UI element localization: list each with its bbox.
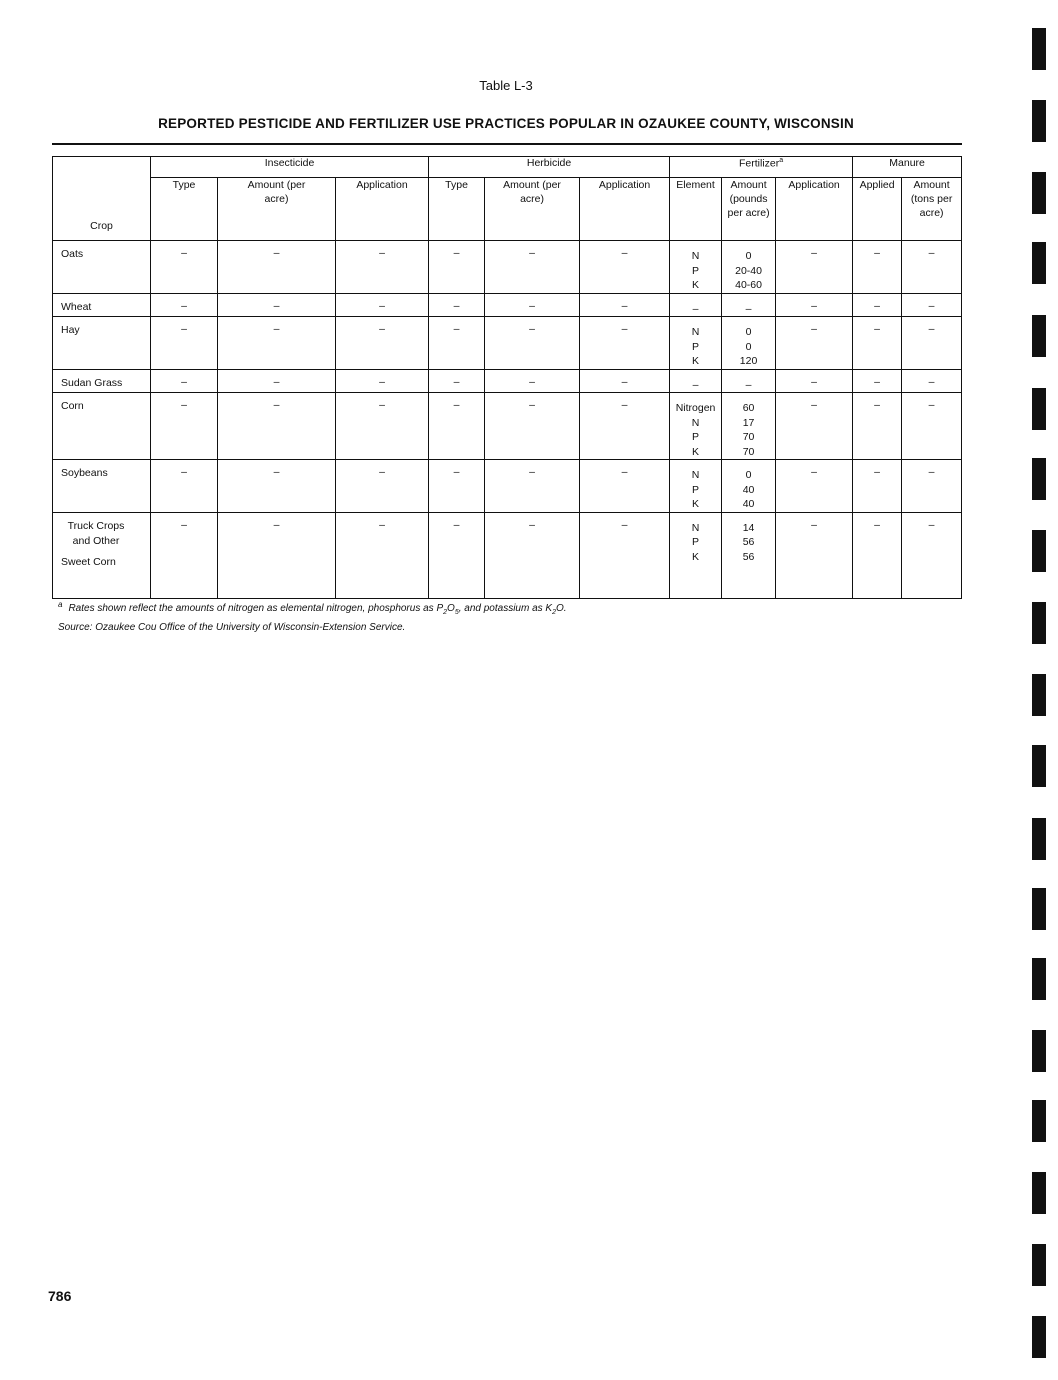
table-row	[53, 460, 962, 513]
table-body	[53, 241, 962, 599]
crop-cell: Hay	[53, 317, 151, 370]
source-note: Source: Ozaukee Cou Office of the University of Wisconsin-Extension Service.	[58, 622, 406, 633]
binder-bar	[1032, 958, 1046, 1000]
dash-cell: –	[485, 317, 580, 370]
header-fert-application: Application	[776, 178, 853, 241]
group-manure: Manure	[853, 157, 962, 178]
footnote: $^a$ Rates shown reflect the amounts of nitrogen as elemental nitrogen, phosphorus as $P_2O_5$, and potassium as $K_2O$.	[58, 600, 567, 617]
header-ins-application: Application	[336, 178, 429, 241]
dash-cell: –	[485, 460, 580, 513]
binder-bar	[1032, 1100, 1046, 1142]
dash-cell: –	[218, 293, 336, 317]
table-row	[53, 512, 962, 598]
dash-cell: –	[776, 293, 853, 317]
dash-cell: –	[218, 241, 336, 294]
dash-cell: –	[485, 241, 580, 294]
dash-cell: –	[218, 317, 336, 370]
table-title: Table L-3	[479, 78, 533, 93]
dash-cell: –	[429, 512, 485, 598]
group-herbicide: Herbicide	[429, 157, 670, 178]
dash-cell: –	[776, 241, 853, 294]
amount-cell: 60 17 70 70	[722, 393, 776, 460]
header-herb-application: Application	[580, 178, 670, 241]
header-herb-amount: Amount (per acre)	[485, 178, 580, 241]
crop-cell: Sudan Grass	[53, 369, 151, 393]
crop-cell: Wheat	[53, 293, 151, 317]
dash-cell: –	[151, 393, 218, 460]
dash-cell: –	[336, 460, 429, 513]
table-row	[53, 369, 962, 393]
dash-cell: –	[151, 460, 218, 513]
dash-cell: –	[776, 512, 853, 598]
dash-cell: –	[902, 460, 962, 513]
group-insecticide: Insecticide	[151, 157, 429, 178]
header-ins-type: Type	[151, 178, 218, 241]
dash-cell: –	[853, 241, 902, 294]
element-cell: N P K	[670, 317, 722, 370]
binder-bar	[1032, 100, 1046, 142]
binder-bar	[1032, 888, 1046, 930]
element-cell: N P K	[670, 241, 722, 294]
amount-cell: 0 20-40 40-60	[722, 241, 776, 294]
header-man-applied: Applied	[853, 178, 902, 241]
dash-cell: –	[776, 393, 853, 460]
element-cell: N P K	[670, 512, 722, 598]
dash-cell: –	[429, 393, 485, 460]
dash-cell: –	[485, 393, 580, 460]
dash-cell: –	[902, 317, 962, 370]
dash-cell: –	[336, 293, 429, 317]
practices-table	[52, 156, 962, 599]
binder-bar	[1032, 530, 1046, 572]
header-ins-amount: Amount (per acre)	[218, 178, 336, 241]
amount-cell: 0 40 40	[722, 460, 776, 513]
binder-bar	[1032, 602, 1046, 644]
dash-cell: –	[580, 317, 670, 370]
binder-bar	[1032, 1030, 1046, 1072]
binder-bar	[1032, 674, 1046, 716]
amount-cell: 0 0 120	[722, 317, 776, 370]
dash-cell: –	[902, 241, 962, 294]
table-row	[53, 317, 962, 370]
dash-cell: –	[429, 369, 485, 393]
binder-bar	[1032, 28, 1046, 70]
element-cell: –	[670, 293, 722, 317]
dash-cell: –	[853, 369, 902, 393]
binder-bar	[1032, 242, 1046, 284]
dash-cell: –	[218, 512, 336, 598]
dash-cell: –	[853, 512, 902, 598]
dash-cell: –	[485, 512, 580, 598]
dash-cell: –	[776, 460, 853, 513]
binder-bar	[1032, 458, 1046, 500]
binder-bar	[1032, 388, 1046, 430]
dash-cell: –	[902, 369, 962, 393]
dash-cell: –	[580, 293, 670, 317]
dash-cell: –	[853, 460, 902, 513]
binder-bar	[1032, 745, 1046, 787]
dash-cell: –	[580, 369, 670, 393]
crop-cell: Soybeans	[53, 460, 151, 513]
dash-cell: –	[580, 393, 670, 460]
dash-cell: –	[151, 512, 218, 598]
dash-cell: –	[218, 369, 336, 393]
dash-cell: –	[151, 241, 218, 294]
binder-bar	[1032, 172, 1046, 214]
dash-cell: –	[902, 512, 962, 598]
dash-cell: –	[429, 317, 485, 370]
dash-cell: –	[776, 317, 853, 370]
element-cell: N P K	[670, 460, 722, 513]
header-herb-type: Type	[429, 178, 485, 241]
dash-cell: –	[218, 393, 336, 460]
dash-cell: –	[336, 317, 429, 370]
dash-cell: –	[151, 293, 218, 317]
dash-cell: –	[336, 369, 429, 393]
dash-cell: –	[776, 369, 853, 393]
dash-cell: –	[853, 317, 902, 370]
binder-bar	[1032, 315, 1046, 357]
element-cell: Nitrogen N P K	[670, 393, 722, 460]
element-cell: –	[670, 369, 722, 393]
table-row	[53, 241, 962, 294]
dash-cell: –	[580, 241, 670, 294]
dash-cell: –	[485, 293, 580, 317]
dash-cell: –	[853, 293, 902, 317]
dash-cell: –	[902, 393, 962, 460]
group-fertilizer: Fertilizer$^a$	[670, 157, 853, 178]
header-crop: Crop	[53, 157, 151, 241]
amount-cell: –	[722, 369, 776, 393]
dash-cell: –	[218, 460, 336, 513]
table-row	[53, 293, 962, 317]
amount-cell: 14 56 56	[722, 512, 776, 598]
binder-bar	[1032, 818, 1046, 860]
dash-cell: –	[429, 241, 485, 294]
dash-cell: –	[151, 317, 218, 370]
dash-cell: –	[336, 512, 429, 598]
dash-cell: –	[336, 393, 429, 460]
crop-cell: Corn	[53, 393, 151, 460]
page-number: 786	[48, 1288, 72, 1304]
binder-bar	[1032, 1316, 1046, 1358]
table-row	[53, 393, 962, 460]
crop-cell: Oats	[53, 241, 151, 294]
dash-cell: –	[429, 293, 485, 317]
dash-cell: –	[429, 460, 485, 513]
table-caption: REPORTED PESTICIDE AND FERTILIZER USE PRACTICES POPULAR IN OZAUKEE COUNTY, WISCONSIN	[158, 116, 854, 131]
dash-cell: –	[580, 460, 670, 513]
binder-bar	[1032, 1244, 1046, 1286]
binder-bar	[1032, 1172, 1046, 1214]
dash-cell: –	[485, 369, 580, 393]
amount-cell: –	[722, 293, 776, 317]
dash-cell: –	[580, 512, 670, 598]
top-rule	[52, 143, 962, 145]
dash-cell: –	[336, 241, 429, 294]
header-fert-element: Element	[670, 178, 722, 241]
dash-cell: –	[853, 393, 902, 460]
header-fert-amount: Amount (pounds per acre)	[722, 178, 776, 241]
dash-cell: –	[902, 293, 962, 317]
dash-cell: –	[151, 369, 218, 393]
header-man-amount: Amount (tons per acre)	[902, 178, 962, 241]
crop-cell: Truck Crops and Other Sweet Corn	[53, 512, 151, 598]
